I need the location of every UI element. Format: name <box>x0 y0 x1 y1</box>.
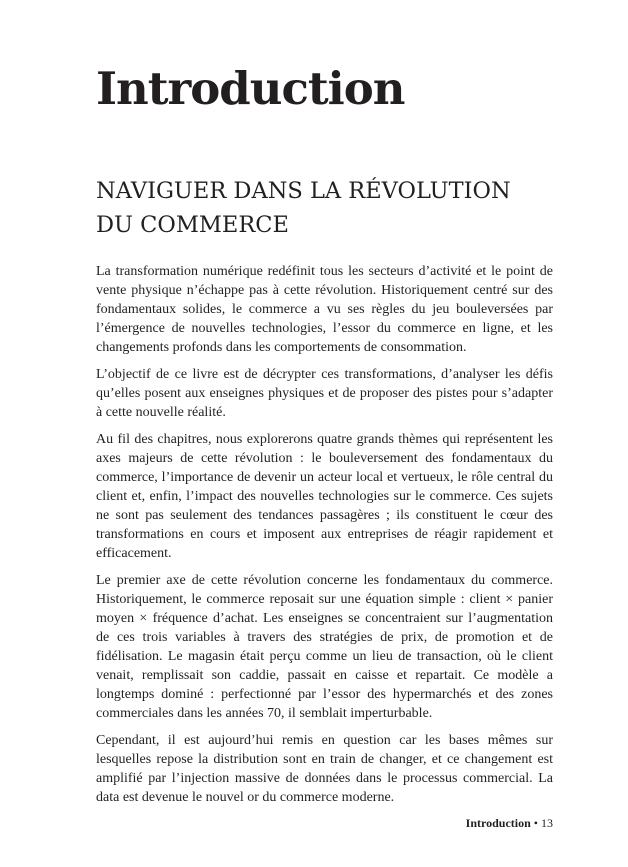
footer-chapter-name: Introduction <box>465 816 531 830</box>
page-title: Introduction <box>96 62 405 115</box>
paragraph-1: La transformation numérique redéfinit tous les secteurs d’activité et le point de vente physique n’échappe pas à cette révolution. Historiquement centré sur des fondamentaux solides, le commerce a vu ses règles du jeu bouleversées par l’émergence de nouvelles technologies, l’essor du commerce en ligne, et les changements profonds dans les comportements de consommation. <box>96 264 553 355</box>
paragraph-5: Cependant, il est aujourd’hui remis en question car les bases mêmes sur lesquelles repose la distribution sont en train de changer, et ce changement est amplifié par l’injection massive de données dans le processus commercial. La data est devenue le nouvel or du commerce moderne. <box>96 733 553 805</box>
running-footer <box>466 816 553 831</box>
paragraph-4: Le premier axe de cette révolution concerne les fondamentaux du commerce. Historiquement, le commerce reposait sur une équation simple : client × panier moyen × fréquence d’achat. Les enseignes se concentraient sur l’augmentation de ces trois variables à travers des stratégies de prix, de promotion et de fidélisation. Le magasin était perçu comme un lieu de transaction, où le client venait, remplissait son caddie, passait en caisse et repartait. Ce modèle a longtemps dominé : perfectionné par l’essor des hypermarchés et des zones commerciales dans les années 70, il semblait imperturbable. <box>96 573 553 721</box>
footer-separator: • <box>533 816 538 830</box>
body-text <box>96 262 553 815</box>
paragraph-3: Au fil des chapitres, nous explorerons quatre grands thèmes qui représentent les axes majeurs de cette révolution : le bouleversement des fondamentaux du commerce, l’importance de devenir un acteur local et vertueux, le rôle central du client et, enfin, l’impact des nouvelles technologies sur le commerce. Ces sujets ne sont pas seulement des tendances passagères ; ils constituent le cœur des transformations en cours et imposent aux entreprises de réagir rapidement et efficacement. <box>96 432 553 561</box>
paragraph-2: L’objectif de ce livre est de décrypter ces transformations, d’analyser les défis qu’elles posent aux enseignes physiques et de proposer des pistes pour s’adapter à cette nouvelle réalité. <box>96 367 553 420</box>
section-heading-line-2: DU COMMERCE <box>96 212 289 238</box>
section-heading-line-1: NAVIGUER DANS LA RÉVOLUTION <box>96 178 511 204</box>
section-heading <box>96 174 556 242</box>
page-number: 13 <box>541 816 553 830</box>
